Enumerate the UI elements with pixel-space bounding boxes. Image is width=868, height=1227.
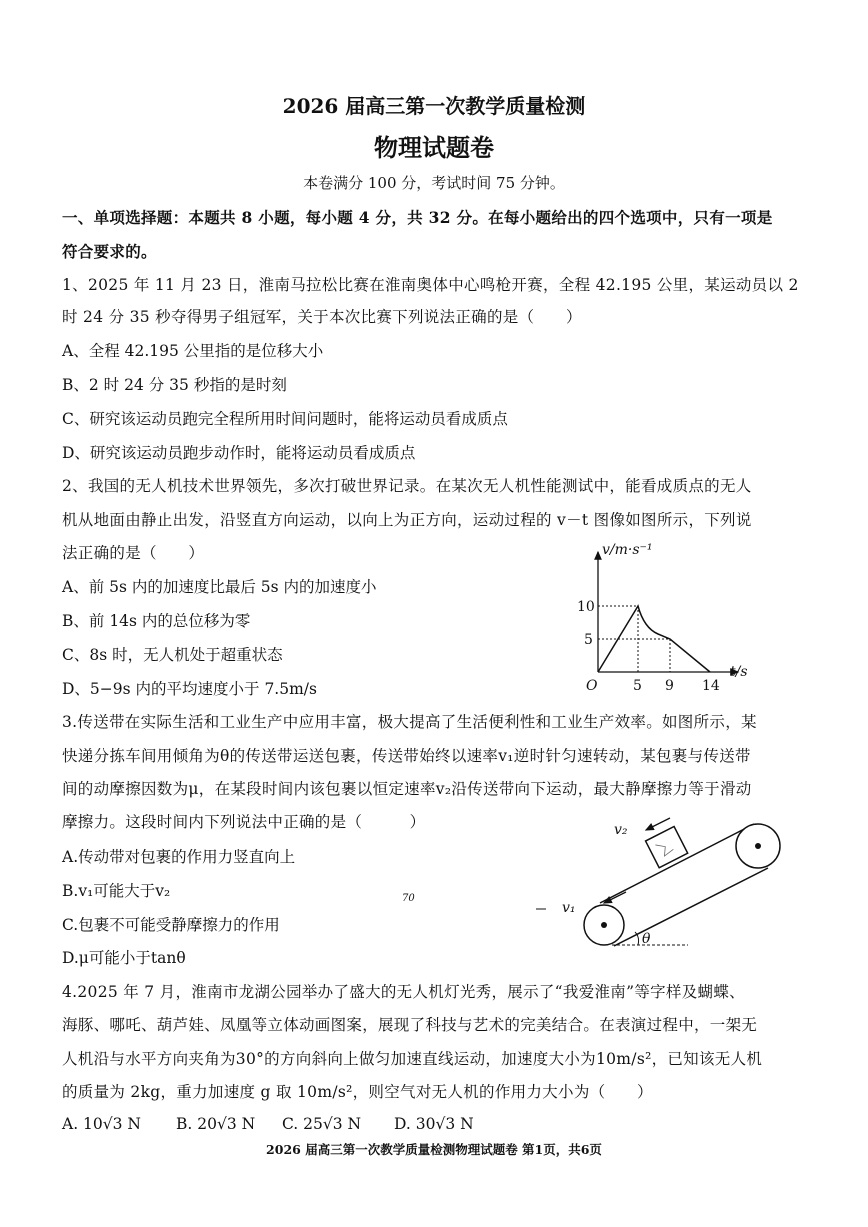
exam-subtitle: 物理试题卷 [374,133,494,162]
q2-option-d: D、5−9s 内的平均速度小于 7.5m/s [62,680,317,698]
q3-conveyor-figure [528,812,798,952]
graph-x-tick-14: 14 [702,678,720,694]
q1-option-d: D、研究该运动员跑步动作时，能将运动员看成质点 [62,444,416,462]
q4-stem-line2: 海豚、哪吒、葫芦娃、凤凰等立体动画图案，展现了科技与艺术的完美结合。在表演过程中，一架无 [62,1016,758,1034]
q4-option-a: A. 10√3 N [62,1115,141,1133]
q3-option-b: B.v₁可能大于v₂ [62,882,171,900]
q2-option-b: B、前 14s 内的总位移为零 [62,612,251,630]
q3-option-d: D.μ可能小于tanθ [62,949,186,967]
q3-option-a: A.传动带对包裹的作用力竖直向上 [62,848,296,866]
q3-option-c: C.包裹不可能受静摩擦力的作用 [62,916,280,934]
q3-stem-line3: 间的动摩擦因数为μ，在某段时间内该包裹以恒定速率v₂沿传送带向下运动，最大静摩擦力等于滑动 [62,780,752,798]
section-heading-line1: 一、单项选择题：本题共 8 小题，每小题 4 分，共 32 分。在每小题给出的四个选项中，只有一项是 [62,208,773,227]
exam-title: 2026 届高三第一次教学质量检测 [282,94,586,118]
section-heading-line2: 符合要求的。 [62,242,157,261]
q4-stem-line4: 的质量为 2kg，重力加速度 g 取 10m/s²，则空气对无人机的作用力大小为（ ） [62,1083,653,1101]
q4-stem-line1: 4.2025 年 7 月，淮南市龙湖公园举办了盛大的无人机灯光秀，展示了“我爱淮南”等字样及蝴蝶、 [62,983,745,1001]
q3-stem-line2: 快递分拣车间用倾角为θ的传送带运送包裹，传送带始终以速率v₁逆时针匀速转动，某包裹与传送带 [62,747,751,765]
q1-stem-line2: 时 24 分 35 秒夺得男子组冠军，关于本次比赛下列说法正确的是（ ） [62,308,582,326]
q2-stem-line2: 机从地面由静止出发，沿竖直方向运动，以向上为正方向，运动过程的 v－t 图像如图所示，下列说 [62,511,752,529]
q1-option-c: C、研究该运动员跑完全程所用时间问题时，能将运动员看成质点 [62,410,508,428]
q2-stem-line1: 2、我国的无人机技术世界领先，多次打破世界记录。在某次无人机性能测试中，能看成质点的无人 [62,477,752,495]
angle-theta-label: θ [642,931,651,947]
q2-option-c: C、8s 时，无人机处于超重状态 [62,646,283,664]
q1-option-b: B、2 时 24 分 35 秒指的是时刻 [62,376,287,394]
v1-arrow [604,892,626,903]
graph-y-tick-5: 5 [584,632,593,648]
v1-label: v₁ [562,900,576,916]
q4-option-b: B. 20√3 N [176,1115,256,1133]
q1-stem-line1: 1、2025 年 11 月 23 日，淮南马拉松比赛在淮南奥体中心鸣枪开赛，全程 42.195 公里，某运动员以 2 [62,276,799,294]
lower-pulley-axle [601,922,607,928]
graph-y-label: v/m·s⁻¹ [602,542,653,558]
q1-option-a: A、全程 42.195 公里指的是位移大小 [62,342,324,360]
graph-x-label: t/s [730,664,748,680]
q4-option-d: D. 30√3 N [394,1115,474,1133]
v2-label: v₂ [614,822,628,838]
graph-origin-label: O [586,678,598,694]
graph-y-tick-10: 10 [577,599,595,615]
q4-option-c: C. 25√3 N [282,1115,362,1133]
q4-stem-line3: 人机沿与水平方向夹角为30°的方向斜向上做匀加速直线运动，加速度大小为10m/s²，已知该无人机 [62,1050,763,1068]
stray-mark: 70 [402,893,415,904]
q2-vt-graph [570,538,760,698]
upper-pulley-axle [755,843,761,849]
graph-x-tick-5: 5 [633,678,642,694]
page-footer: 2026 届高三第一次教学质量检测物理试题卷 第1页，共6页 [266,1142,602,1157]
q2-option-a: A、前 5s 内的加速度比最后 5s 内的加速度小 [62,578,377,596]
q2-stem-line3: 法正确的是（ ） [62,544,205,562]
exam-note: 本卷满分 100 分，考试时间 75 分钟。 [303,174,565,192]
graph-x-tick-9: 9 [665,678,674,694]
q3-stem-line1: 3.传送带在实际生活和工业生产中应用丰富，极大提高了生活便利性和工业生产效率。如图所示，某 [62,713,757,731]
v2-arrow [646,818,670,830]
q3-stem-line4: 摩擦力。这段时间内下列说法中正确的是（ ） [62,813,426,831]
